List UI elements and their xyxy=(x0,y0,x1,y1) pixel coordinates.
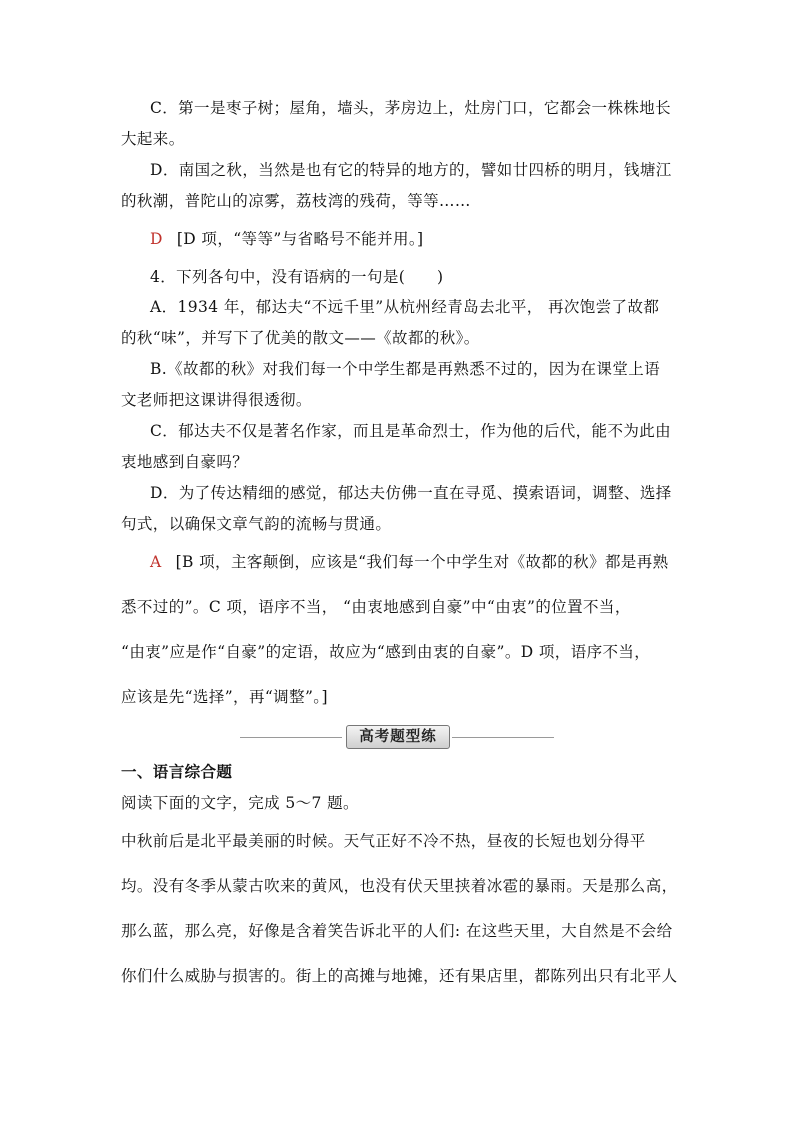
question-4-option-a-line-2: 的秋“味”，并写下了优美的散文——《故都的秋》。 xyxy=(121,329,480,347)
answer-4-line-1 xyxy=(150,552,681,572)
question-4-option-b-line-2: 文老师把这课讲得很透彻。 xyxy=(121,391,312,409)
option-d-line-2: 的秋潮，普陀山的凉雾，荔枝湾的残荷，等等…… xyxy=(121,192,471,210)
question-4-option-d-line-1: D．为了传达精细的感觉，郁达夫仿佛一直在寻觅、摸索语词，调整、选择 xyxy=(150,484,672,502)
answer-4-explanation-1: [B 项，主客颠倒，应该是“我们每一个中学生对《故都的秋》都是再熟 xyxy=(175,553,669,571)
passage-line-3: 那么蓝，那么亮，好像是含着笑告诉北平的人们: 在这些天里，大自然是不会给 xyxy=(121,922,673,940)
answer-4-letter: A xyxy=(150,553,162,571)
question-4-option-c-line-2: 衷地感到自豪吗？ xyxy=(121,453,249,471)
passage-line-1: 中秋前后是北平最美丽的时候。天气正好不冷不热，昼夜的长短也划分得平 xyxy=(121,832,646,850)
question-4-option-a-line-1: A．1934 年，郁达夫“不远千里”从杭州经青岛去北平， 再次饱尝了故都 xyxy=(150,298,660,316)
question-4-option-d-line-2: 句式，以确保文章气韵的流畅与贯通。 xyxy=(121,515,392,533)
banner-rule-left xyxy=(240,737,342,738)
answer-3-letter: D xyxy=(150,230,163,248)
banner-rule-right xyxy=(452,737,554,738)
question-4-option-b-line-1: B.《故都的秋》对我们每一个中学生都是再熟悉不过的，因为在课堂上语 xyxy=(150,360,661,378)
answer-4-line-4: 应该是先“选择”，再“调整”。] xyxy=(121,688,328,706)
reading-instruction: 阅读下面的文字，完成 5～7 题。 xyxy=(121,794,359,812)
section-banner xyxy=(240,725,554,749)
answer-3 xyxy=(150,229,681,249)
passage-line-4: 你们什么威胁与损害的。街上的高摊与地摊，还有果店里，都陈列出只有北平人 xyxy=(121,967,678,985)
answer-3-explanation: [D 项，“等等”与省略号不能并用。] xyxy=(176,230,424,248)
question-4-stem: 4．下列各句中，没有语病的一句是( ) xyxy=(150,268,444,286)
question-4-option-c-line-1: C．郁达夫不仅是著名作家，而且是革命烈士，作为他的后代，能不为此由 xyxy=(150,422,672,440)
option-c-line-2: 大起来。 xyxy=(121,130,185,148)
option-d-line-1: D．南国之秋，当然是也有它的特异的地方的，譬如廿四桥的明月，钱塘江 xyxy=(150,161,672,179)
answer-4-line-3: “由衷”应是作“自豪”的定语，故应为“感到由衷的自豪”。D 项，语序不当， xyxy=(121,643,651,661)
banner-label: 高考题型练 xyxy=(346,725,450,749)
option-c-line-1: C．第一是枣子树；屋角，墙头，茅房边上，灶房门口，它都会一株株地长 xyxy=(150,99,672,117)
answer-4-line-2: 悉不过的”。C 项，语序不当， “由衷地感到自豪”中“由衷”的位置不当， xyxy=(121,598,631,616)
passage-line-2: 均。没有冬季从蒙古吹来的黄风，也没有伏天里挟着冰雹的暴雨。天是那么高， xyxy=(121,877,678,895)
section-heading: 一、语言综合题 xyxy=(121,762,233,781)
